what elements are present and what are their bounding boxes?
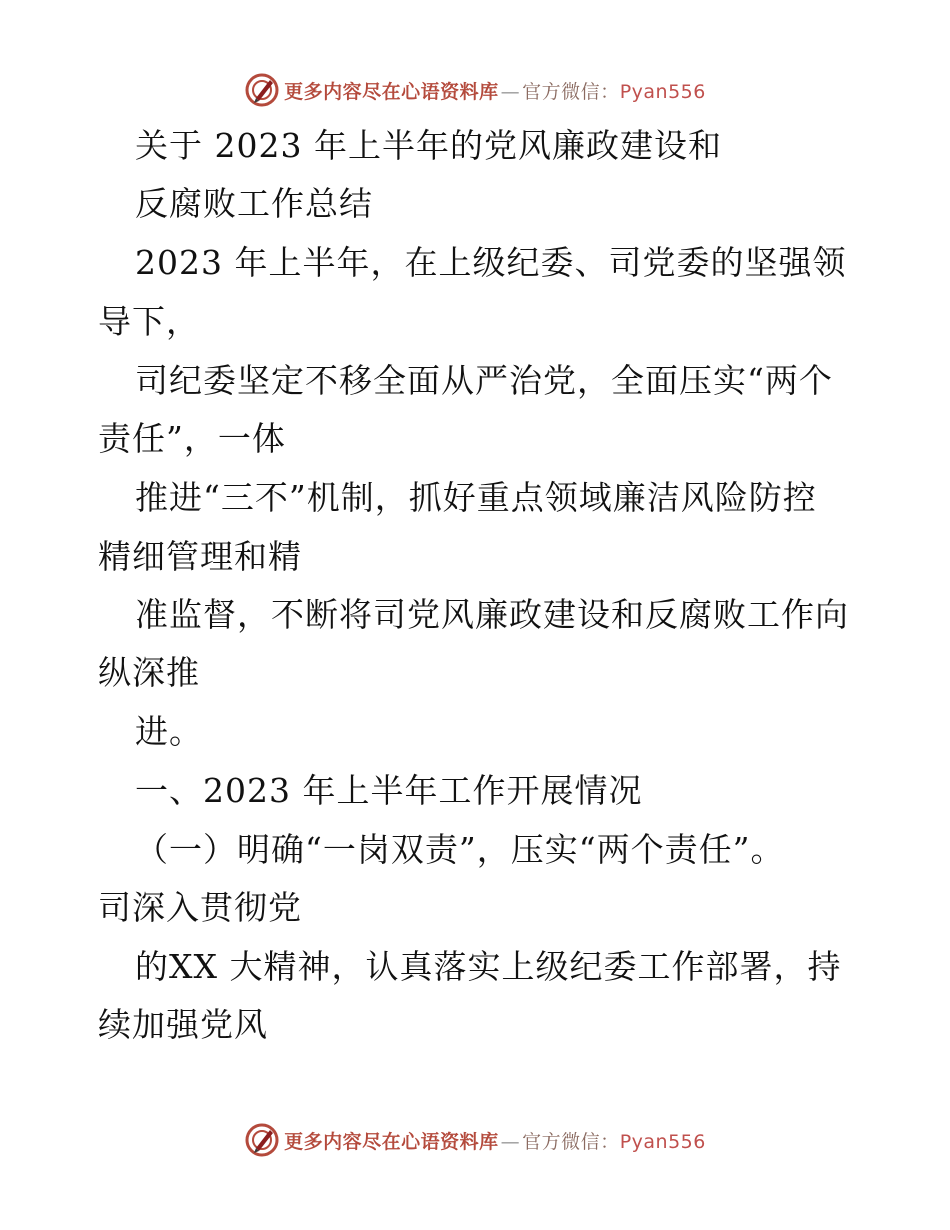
paragraph-line: 进。: [135, 712, 203, 751]
watermark-text: 更多内容尽在心语资料库 — 官方微信：Pyan556: [284, 1130, 706, 1153]
paragraph-line: 2023 年上半年，在上级纪委、司党委的坚强领: [135, 243, 847, 282]
paragraph-line: 的XX 大精神，认真落实上级纪委工作部署，持: [135, 947, 842, 986]
paragraph-line: 精细管理和精: [98, 537, 302, 576]
subsection-heading-line: （一）明确“一岗双责”，压实“两个责任”。: [135, 830, 785, 869]
paragraph-line: 导下，: [98, 302, 200, 341]
paragraph-line: 纵深推: [98, 653, 200, 692]
paragraph-line: 准监督，不断将司党风廉政建设和反腐败工作向: [135, 595, 849, 634]
paragraph-line: 责任”，一体: [98, 419, 286, 458]
watermark-text: 更多内容尽在心语资料库 — 官方微信：Pyan556: [284, 80, 706, 103]
paragraph-line: 司深入贯彻党: [98, 888, 302, 927]
document-title-line-1: 关于 2023 年上半年的党风廉政建设和: [135, 126, 722, 165]
footer-watermark: [0, 1120, 950, 1160]
paragraph-line: 续加强党风: [98, 1005, 268, 1044]
document-title-line-2: 反腐败工作总结: [135, 184, 373, 223]
section-heading: 一、2023 年上半年工作开展情况: [135, 771, 643, 810]
pen-logo-icon: [244, 1122, 280, 1158]
paragraph-line: 推进“三不”机制，抓好重点领域廉洁风险防控: [135, 478, 817, 517]
paragraph-line: 司纪委坚定不移全面从严治党，全面压实“两个: [135, 361, 833, 400]
